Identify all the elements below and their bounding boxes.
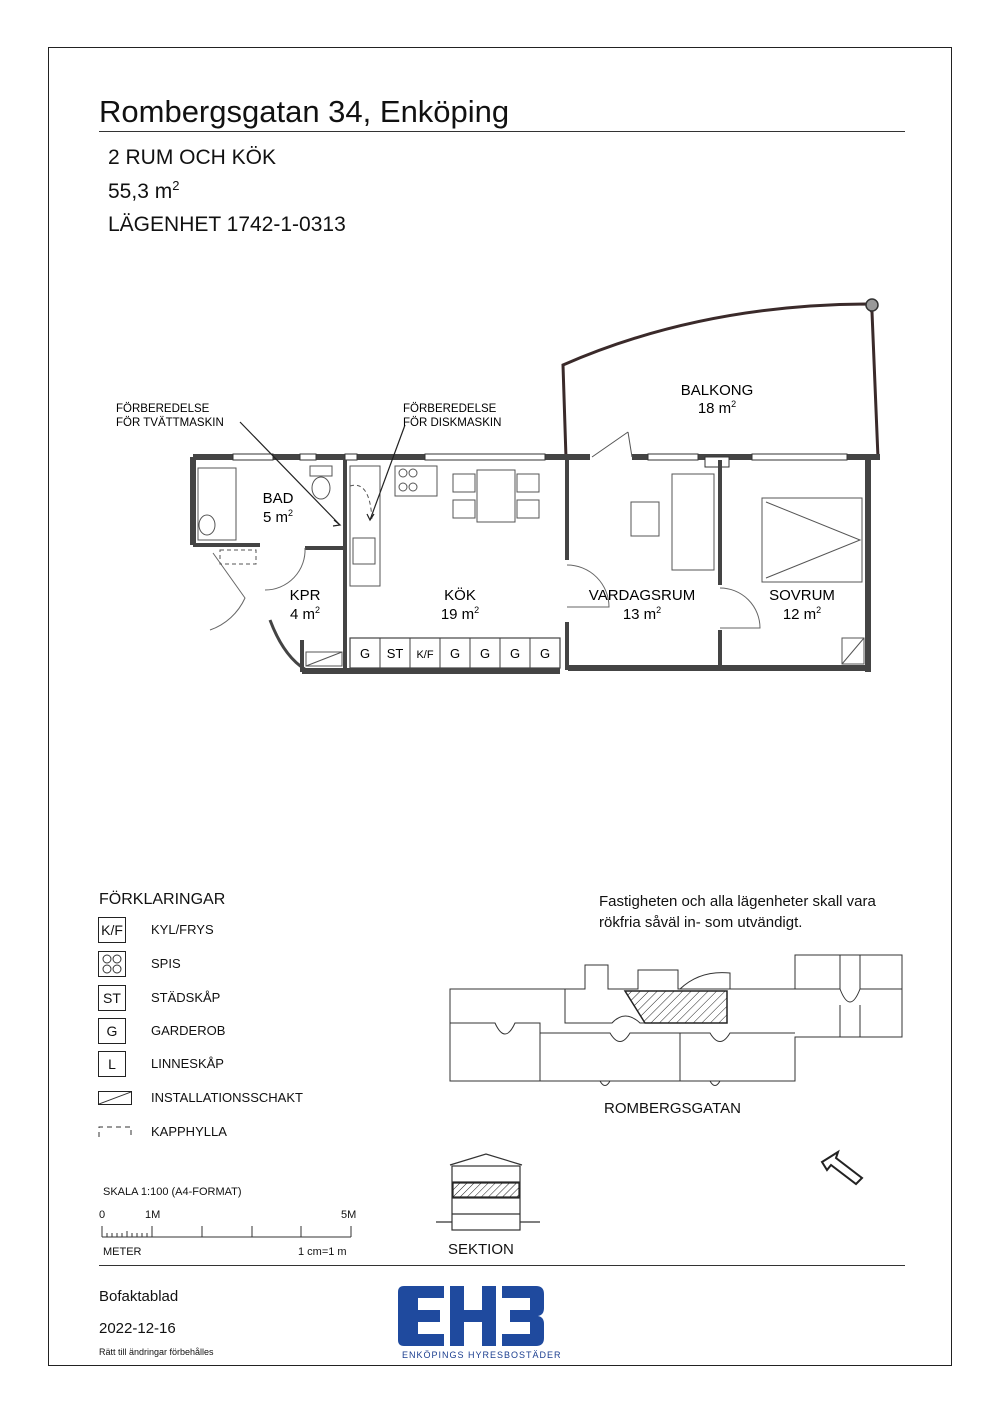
cabinet-label: ST: [386, 646, 404, 661]
room-balkong-area-value: 18 m: [697, 400, 732, 417]
scale-title: SKALA 1:100 (A4-FORMAT): [103, 1186, 242, 1198]
room-kpr-name: KPR: [289, 587, 321, 604]
room-bad-area: [263, 508, 293, 526]
room-kpr-area: [290, 605, 320, 623]
legend-label: INSTALLATIONSSCHAKT: [151, 1090, 303, 1105]
washer-note-line1: FÖRBEREDELSE: [116, 403, 210, 415]
room-kok-area-value: 19 m: [440, 606, 475, 623]
apartment-number: LÄGENHET 1742-1-0313: [108, 213, 346, 236]
legend-label: KAPPHYLLA: [151, 1124, 227, 1139]
room-bad-area-value: 5 m: [262, 509, 288, 526]
scale-unit: METER: [103, 1246, 142, 1258]
cabinet-label: G: [359, 646, 371, 661]
section-drawing: [436, 1150, 546, 1236]
room-vardagsrum-area-value: 13 m: [622, 606, 657, 623]
balcony-door: [592, 432, 632, 457]
smoke-free-notice: Fastigheten och alla lägenheter skall vara rökfria såväl in- som utvändigt.: [599, 893, 876, 931]
room-balkong-area: [698, 399, 736, 417]
legend-label: KYL/FRYS: [151, 922, 214, 937]
room-sovrum-area-exp: 2: [816, 605, 822, 615]
room-vardagsrum-area: [623, 605, 661, 623]
room-bad-name: BAD: [262, 490, 294, 507]
dish-note-line2: FÖR DISKMASKIN: [403, 417, 502, 429]
cabinet-cells: [350, 638, 560, 668]
room-kpr-area-exp: 2: [315, 605, 321, 615]
north-arrow-icon: [818, 1148, 868, 1188]
coat-shelf-icon: [98, 1125, 132, 1139]
footer-rule: [99, 1265, 905, 1266]
cabinet-label: G: [479, 646, 491, 661]
installation-shaft-icon: [98, 1091, 132, 1105]
fridge-freezer-icon: K/F: [98, 917, 126, 943]
scale-tick-1m: 1M: [145, 1209, 161, 1221]
room-vardagsrum-area-exp: 2: [656, 605, 662, 615]
room-kpr-area-value: 4 m: [289, 606, 315, 623]
site-plan: [440, 945, 920, 1095]
company-name: ENKÖPINGS HYRESBOSTÄDER: [402, 1350, 562, 1360]
linen-cupboard-icon: L: [98, 1051, 126, 1077]
living-area-exp: 2: [172, 178, 180, 193]
washer-note-line2: FÖR TVÄTTMASKIN: [116, 417, 224, 429]
document-date: 2022-12-16: [99, 1320, 176, 1337]
stove-icon: [98, 951, 126, 977]
document-type: Bofaktablad: [99, 1288, 179, 1305]
room-count: 2 RUM OCH KÖK: [108, 146, 277, 169]
section-label: SEKTION: [448, 1241, 514, 1258]
bathroom-door: [265, 548, 305, 590]
bedroom-door: [720, 588, 760, 628]
room-kok-area-exp: 2: [474, 605, 480, 615]
ehb-logo: [398, 1286, 546, 1348]
room-bad-area-exp: 2: [288, 508, 294, 518]
living-room-furniture: [631, 474, 714, 570]
room-kok-name: KÖK: [444, 587, 476, 604]
room-balkong-name: BALKONG: [680, 382, 754, 399]
street-name: ROMBERGSGATAN: [604, 1100, 741, 1117]
legend-label: GARDEROB: [151, 1023, 226, 1038]
kitchen-fittings: [350, 466, 539, 586]
room-sovrum-area-value: 12 m: [782, 606, 817, 623]
cabinet-label: G: [539, 646, 551, 661]
legend-label: LINNESKÅP: [151, 1056, 224, 1071]
entry-door: [210, 553, 245, 630]
scale-bar: [99, 1220, 359, 1240]
room-sovrum-name: SOVRUM: [769, 587, 835, 604]
balcony-outline: [563, 304, 878, 458]
bedroom-bed: [762, 498, 862, 582]
cabinet-label: K/F: [416, 649, 434, 661]
address-title: Rombergsgatan 34, Enköping: [99, 94, 510, 129]
cabinet-label: G: [509, 646, 521, 661]
scale-tick-0: 0: [99, 1209, 106, 1221]
room-kok-area: [441, 605, 479, 623]
room-vardagsrum-name: VARDAGSRUM: [588, 587, 696, 604]
rights-reserved-note: Rätt till ändringar förbehålles: [99, 1347, 214, 1357]
cabinet-label: G: [449, 646, 461, 661]
legend-label: STÄDSKÅP: [151, 990, 221, 1005]
balcony-corner-post: [866, 299, 878, 311]
living-area-value: 55,3 m: [108, 180, 173, 203]
apartment-location-highlight: [625, 991, 727, 1023]
legend-label: SPIS: [151, 956, 181, 971]
wardrobe-icon: G: [98, 1018, 126, 1044]
scale-tick-5m: 5M: [341, 1209, 357, 1221]
room-sovrum-area: [783, 605, 821, 623]
room-balkong-area-exp: 2: [731, 399, 737, 409]
cleaning-cupboard-icon: ST: [98, 985, 126, 1011]
legend-title: FÖRKLARINGAR: [99, 891, 226, 908]
outer-walls: [193, 457, 880, 672]
dish-note-line1: FÖRBEREDELSE: [403, 403, 497, 415]
scale-ratio: 1 cm=1 m: [298, 1246, 347, 1258]
